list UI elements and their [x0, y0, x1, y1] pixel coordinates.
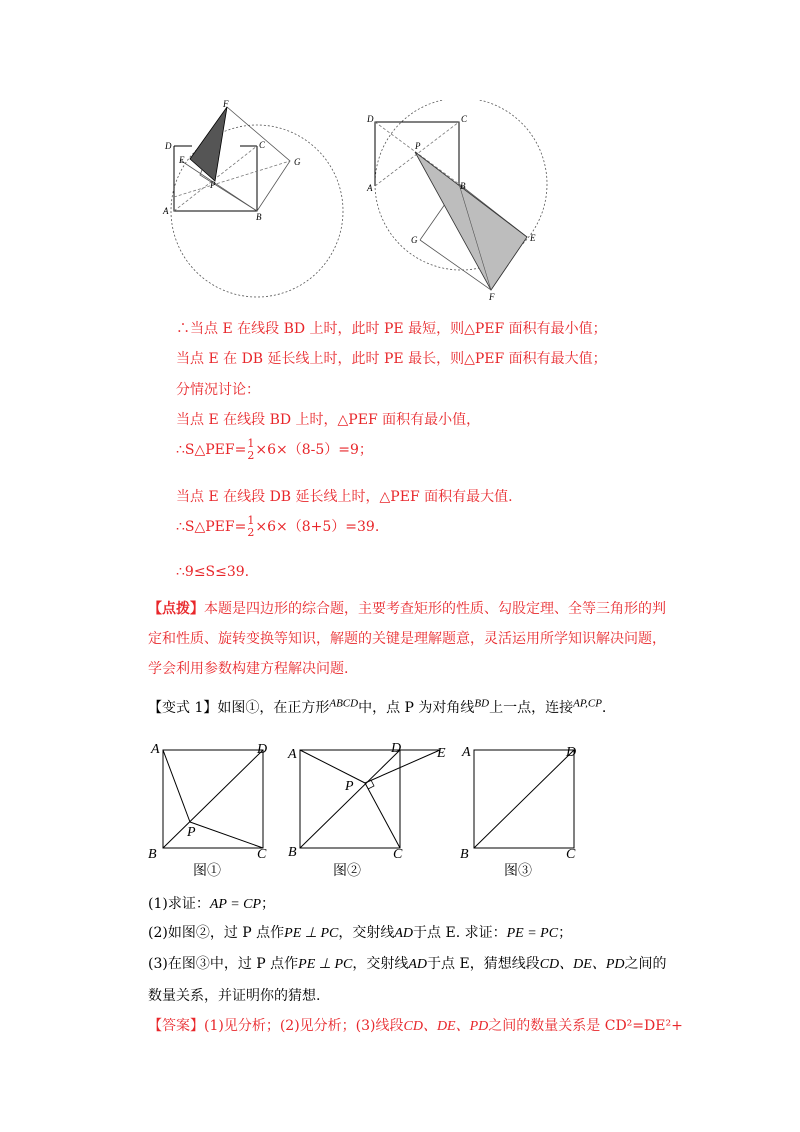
- figure-3: [458, 738, 588, 878]
- label-a: A: [163, 206, 169, 216]
- label-p: P: [210, 180, 216, 190]
- label-b: B: [288, 845, 297, 860]
- figure-3-caption: 图③: [504, 863, 532, 878]
- square-name: ABCD: [329, 697, 359, 710]
- label-e: E: [179, 155, 185, 165]
- label-f: F: [223, 99, 229, 109]
- label-p: P: [345, 779, 354, 794]
- figure-1-caption: 图①: [193, 863, 221, 878]
- question-2: (2)如图②，过 P 点作PE ⊥ PC，交射线AD于点 E. 求证：PE = PC；: [148, 925, 573, 941]
- label-p: P: [415, 141, 421, 151]
- label-c: C: [461, 114, 468, 124]
- solution-conclusion: ∴9≤S≤39.: [176, 564, 250, 580]
- label-a: A: [367, 183, 373, 193]
- figure-rotation-right: [355, 100, 555, 305]
- label-g: G: [294, 157, 301, 167]
- figure-2: [285, 738, 455, 878]
- diagonal-name: BD: [474, 697, 490, 710]
- label-p: P: [187, 825, 196, 840]
- label-a: A: [288, 747, 297, 762]
- label-e: E: [530, 233, 536, 243]
- label-c: C: [566, 847, 576, 862]
- figure-rotation-left: [150, 95, 350, 310]
- q1-math: AP = CP: [209, 897, 262, 912]
- label-a: A: [462, 745, 471, 760]
- solution-line-7: [176, 515, 379, 539]
- solution-line-3: 分情况讨论：: [176, 382, 260, 398]
- answer-line: 【答案】(1)见分析；(2)见分析；(3)线段CD、DE、PD之间的数量关系是 CD²=DE²+: [148, 1018, 683, 1034]
- question-3-continued: 数量关系，并证明你的猜想.: [148, 988, 321, 1004]
- fraction-one-half: 1 2: [247, 437, 255, 462]
- solution-line-6: 当点 E 在线段 DB 延长线上时，△PEF 面积有最大值.: [176, 489, 513, 505]
- solution-line-2: 当点 E 在 DB 延长线上时，此时 PE 最长，则△PEF 面积有最大值；: [176, 351, 607, 367]
- q2-math-equal: PE = PC: [506, 926, 559, 941]
- area-expression-min: ×6×（8-5）=9；: [255, 442, 373, 458]
- area-expression-prefix: ∴S△PEF=: [176, 519, 247, 535]
- area-expression-max: ×6×（8+5）=39.: [255, 519, 380, 535]
- q3-math-perp: PE ⊥ PC: [298, 957, 353, 972]
- segments-ap-cp: AP,CP: [573, 697, 602, 710]
- question-3: (3)在图③中，过 P 点作PE ⊥ PC，交射线AD于点 E，猜想线段CD、DE、PD之间的: [148, 956, 667, 972]
- label-d: D: [257, 742, 268, 757]
- label-c: C: [393, 847, 403, 862]
- figure-1: [145, 738, 275, 878]
- label-d: D: [367, 114, 374, 124]
- label-e: E: [437, 746, 446, 761]
- variant-label: 【变式 1】: [148, 700, 218, 716]
- label-d: D: [566, 745, 577, 760]
- label-f: F: [489, 292, 495, 302]
- q3-segments: CD、DE、PD: [539, 957, 625, 972]
- hint-text: 本题是四边形的综合题，主要考查矩形的性质、勾股定理、全等三角形的判定和性质、旋转变换等知识，解题的关键是理解题意，灵活运用所学知识解决问题，学会利用参数构建方程解决问题.: [148, 601, 666, 677]
- hint-label: 【点拨】: [148, 601, 204, 617]
- label-c: C: [257, 847, 267, 862]
- solution-line-5: [176, 438, 373, 462]
- q2-math-perp: PE ⊥ PC: [284, 926, 339, 941]
- answer-segments: CD、DE、PD: [403, 1019, 489, 1034]
- label-d: D: [165, 141, 172, 151]
- figure-2-caption: 图②: [333, 863, 361, 878]
- question-1: (1)求证：AP = CP；: [148, 896, 276, 912]
- solution-line-1: ∴当点 E 在线段 BD 上时，此时 PE 最短，则△PEF 面积有最小值；: [176, 321, 607, 337]
- label-d: D: [391, 741, 402, 756]
- label-c: C: [259, 140, 266, 150]
- solution-line-4: 当点 E 在线段 BD 上时，△PEF 面积有最小值，: [176, 412, 481, 428]
- label-b: B: [256, 212, 262, 222]
- answer-label: 【答案】: [148, 1018, 204, 1034]
- hint-paragraph: [148, 594, 668, 684]
- label-b: B: [460, 181, 466, 191]
- area-expression-prefix: ∴S△PEF=: [176, 442, 247, 458]
- label-g: G: [411, 235, 418, 245]
- label-b: B: [460, 847, 469, 862]
- fraction-one-half: 1 2: [247, 514, 255, 539]
- label-a: A: [151, 742, 160, 757]
- variant-statement: 【变式 1】如图①，在正方形$^{ABCD}$中，点 P 为对角线$^{BD}$上一点，连接$^{AP,CP}$.: [148, 697, 607, 716]
- label-b: B: [148, 847, 157, 862]
